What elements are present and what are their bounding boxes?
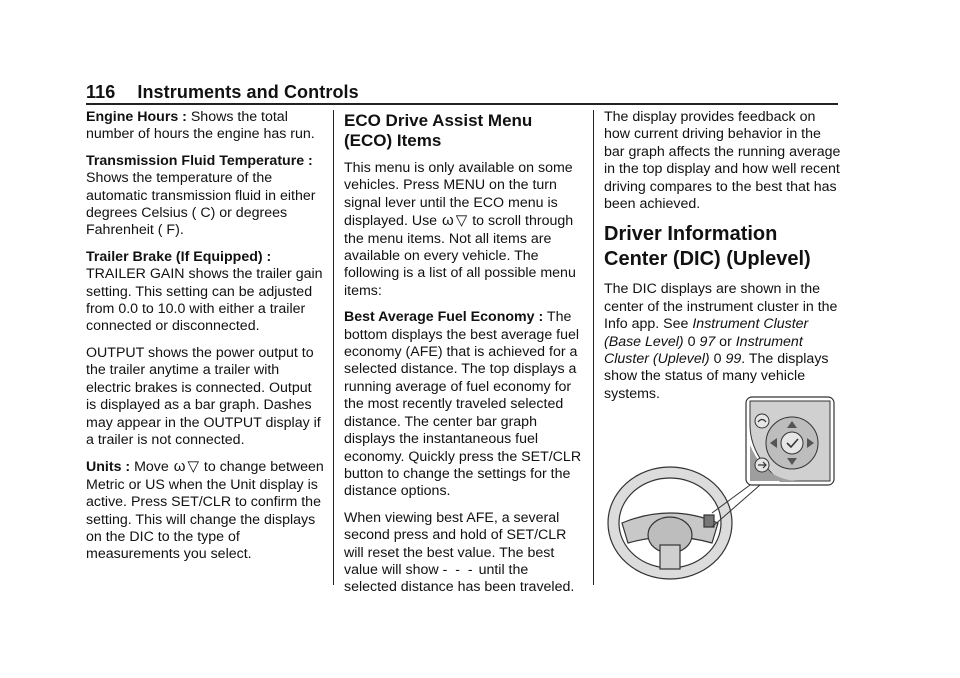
page-ref-arrow-icon: 0 [687,333,696,350]
engine-hours-label: Engine Hours : [86,109,187,125]
reset-text-after: until the selected distance has been traveled. [344,561,575,596]
column-1 [86,109,324,573]
steering-wheel-figure [600,395,840,585]
units-text-before: Move [130,459,173,476]
dic-paragraph [604,281,844,403]
column-3 [604,109,844,412]
trailer-brake-label: Trailer Brake (If Equipped) : [86,248,272,265]
page-number: 116 [86,82,116,102]
dic-heading: Driver Information Center (DIC) (Uplevel) [604,223,811,271]
units-label: Units : [86,459,131,476]
scroll-up-icon: ω [442,212,454,230]
steering-wheel-illustration-icon [600,395,840,585]
phone-icon [755,414,769,428]
eco-text-after: to scroll through the menu items. Not all items are available on every vehicle. The following is a list of all possible menu items: [344,213,576,299]
units-paragraph [86,458,324,563]
engine-hours-text: Shows the total number of hours the engine has run. [86,109,315,143]
page-header [86,82,359,103]
units-text-after: to change between Metric or US when the Unit display is active. Press SET/CLR to confirm the setting. This will change the displays on the DIC to the type of measurements you select. [86,459,324,563]
link-instrument-cluster-uplevel[interactable]: Instrument Cluster (Uplevel) [604,333,803,368]
best-avg-paragraph [344,309,584,500]
dic-control-pad-icon [746,397,834,485]
eco-text-before: This menu is only available on some vehicles. Press MENU on the turn signal lever until the ECO menu is displayed. Use [344,160,573,230]
scroll-down-icon: ▽ [455,212,468,230]
best-avg-label: Best Average Fuel Economy : [344,309,544,326]
eco-heading: ECO Drive Assist Menu (ECO) Items [344,111,533,150]
scroll-down-icon: ▽ [187,458,199,476]
column-2 [344,109,584,606]
dic-text-after: . The displays show the status of many vehicle systems. [604,351,829,402]
steering-wheel-icon [608,467,732,579]
page-ref-97[interactable]: 97 [699,333,716,350]
dic-text-before: The DIC displays are shown in the center of the instrument cluster in the Info app. See [604,281,838,333]
reset-paragraph [344,510,584,597]
engine-hours-paragraph [86,109,324,144]
trans-fluid-paragraph [86,153,324,240]
page-ref-arrow-icon: 0 [713,351,722,368]
trailer-brake-paragraph [86,249,324,336]
dashes-display: - - - [442,561,475,578]
section-title: Instruments and Controls [137,82,359,102]
trailer-brake-text: TRAILER GAIN shows the trailer gain setting. This setting can be adjusted from 0.0 to 10.0 with either a trailer connected or disconnected. [86,266,323,335]
column-divider-1 [333,110,334,585]
reset-text-before: When viewing best AFE, a several second press and hold of SET/CLR will reset the best value. The best value will show [344,509,567,578]
scroll-up-icon: ω [173,458,186,476]
trans-fluid-label: Transmission Fluid Temperature : [86,152,313,169]
trans-fluid-text: Shows the temperature of the automatic transmission fluid in either degrees Celsius ( C) or degrees Fahrenheit ( F). [86,170,316,239]
column-divider-2 [593,110,594,585]
best-avg-text: The bottom displays the best average fuel economy (AFE) that is achieved for a selected distance. The top displays a running average of fuel economy for the most recently traveled selected distance. The center bar graph displays the instantaneous fuel economy. Quickly press the SET/CLR button to change the settings for the distance options. [344,309,582,500]
page-ref-99[interactable]: 99 [725,351,742,368]
header-rule [86,103,838,105]
dic-or: or [715,333,736,350]
output-paragraph: OUTPUT shows the power output to the trailer anytime a trailer with electric brakes is connected. Output is displayed as a bar graph. Dashes may appear in the OUTPUT display if a trailer is not connected. [86,344,321,448]
eco-paragraph [344,160,584,300]
feedback-paragraph: The display provides feedback on how current driving behavior in the bar graph affects the running average in the top display and how well recent driving compares to the best that has been achieved. [604,109,841,213]
link-instrument-cluster-base[interactable]: Instrument Cluster (Base Level) [604,316,809,350]
